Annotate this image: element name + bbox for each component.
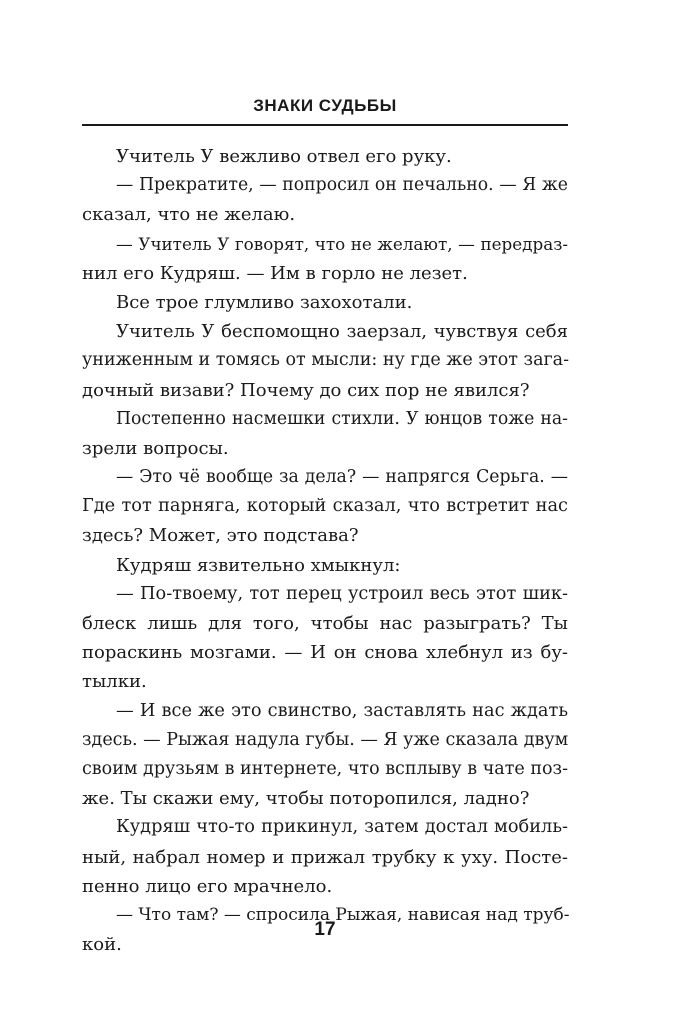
text-line: пенно лицо его мрачнело. bbox=[82, 875, 333, 897]
page-number: 17 bbox=[314, 919, 336, 940]
text-line: Кудряш что-то прикинул, затем достал мобиль- bbox=[116, 817, 568, 838]
text-line: — По-твоему, тот перец устроил весь этот шик- bbox=[116, 583, 568, 604]
text-line: — Что там? — спросила Рыжая, нависая над труб- bbox=[116, 904, 570, 925]
text-line: здесь? Может, это подстава? bbox=[82, 525, 359, 547]
text-line: своим друзьям в интернете, что всплыву в чате поз- bbox=[82, 758, 568, 779]
text-line: Учитель У вежливо отвел его руку. bbox=[116, 146, 452, 167]
text-line: Учитель У беспомощно заерзал, чувствуя себя bbox=[116, 321, 568, 343]
text-line: зрели вопросы. bbox=[82, 437, 229, 459]
text-line: — Это чё вообще за дела? — напрягся Серьга. — bbox=[116, 467, 568, 488]
text-line: — Учитель У говорят, что не желают, — передраз- bbox=[116, 233, 568, 254]
text-line: кой. bbox=[82, 934, 122, 956]
text-line: Кудряш язвительно хмыкнул: bbox=[116, 554, 401, 576]
text-line: Где тот парняга, который сказал, что встретит нас bbox=[82, 496, 568, 517]
text-line: ный, набрал номер и прижал трубку к уху. Посте- bbox=[82, 846, 568, 868]
text-line: здесь. — Рыжая надула губы. — Я уже сказала двум bbox=[82, 729, 569, 750]
text-line: — Прекратите, — попросил он печально. — Я же bbox=[116, 175, 568, 196]
body-text bbox=[82, 142, 568, 959]
text-line: сказал, что не желаю. bbox=[82, 204, 296, 226]
text-line: дочный визави? Почему до сих пор не явился? bbox=[82, 379, 530, 401]
text-line: униженным и томясь от мысли: ну где же этот зага- bbox=[82, 350, 570, 371]
text-line: нил его Кудряш. — Им в горло не лезет. bbox=[82, 262, 468, 284]
running-head-title: ЗНАКИ СУДЬБЫ bbox=[253, 96, 397, 115]
header-rule bbox=[82, 124, 568, 126]
text-line: блеск лишь для того, чтобы нас разыграть? Ты bbox=[82, 613, 568, 634]
text-line: же. Ты скажи ему, чтобы поторопился, ладно? bbox=[82, 788, 530, 810]
text-line: тылки. bbox=[82, 671, 147, 693]
text-line: — И все же это свинство, заставлять нас ждать bbox=[116, 700, 568, 721]
text-line: пораскинь мозгами. — И он снова хлебнул из бу- bbox=[82, 642, 568, 664]
text-line: Постепенно насмешки стихли. У юнцов тоже на- bbox=[116, 408, 568, 429]
text-line: Все трое глумливо захохотали. bbox=[116, 291, 413, 313]
